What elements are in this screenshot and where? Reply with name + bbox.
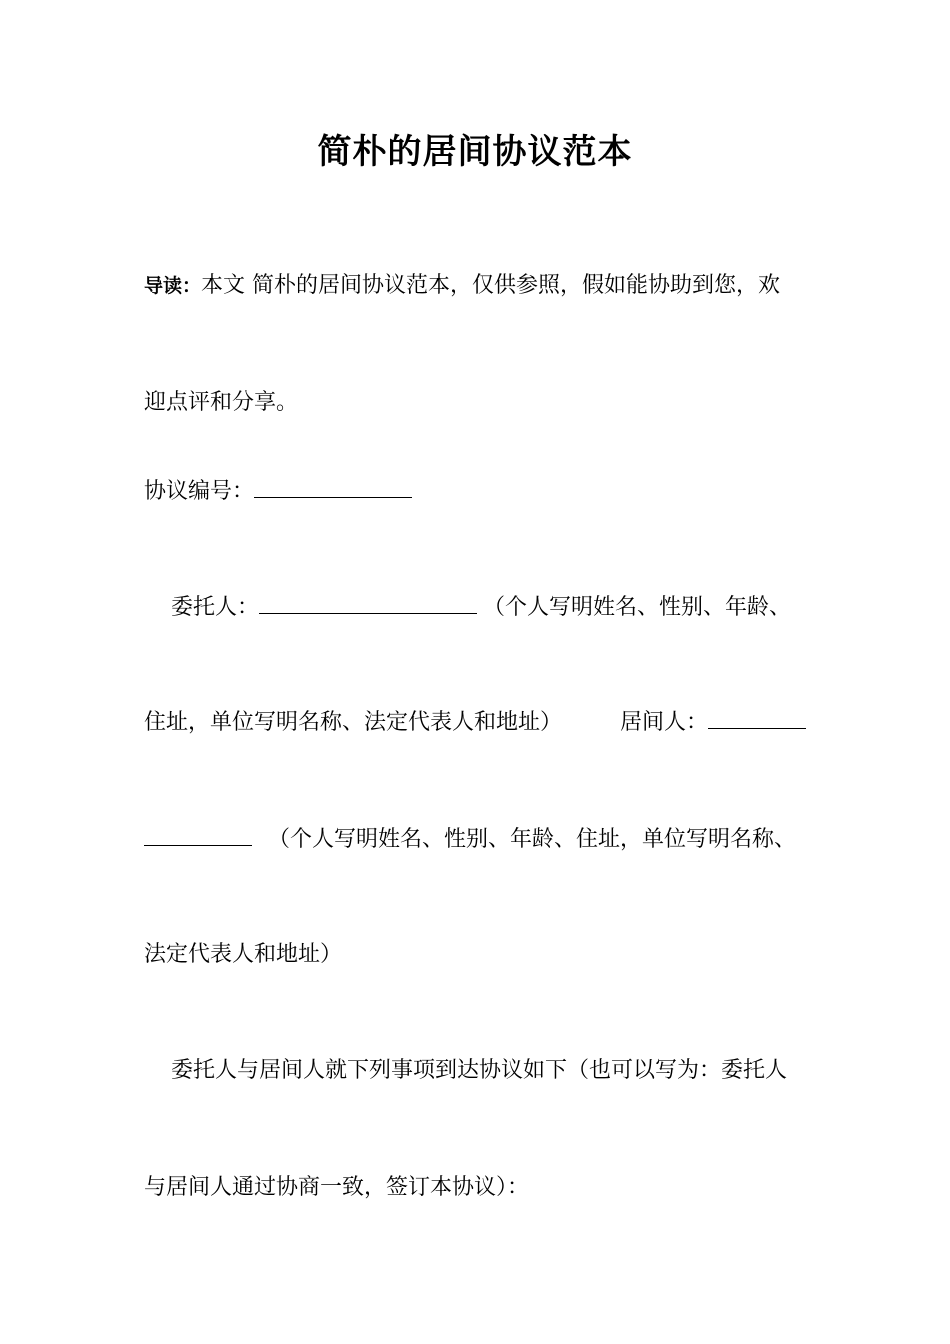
agreement-number-blank bbox=[254, 477, 412, 498]
document-title: 简朴的居间协议范本 bbox=[317, 132, 633, 172]
broker-note: （个人写明姓名、性别、年龄、住址，单位写明名称、 bbox=[268, 827, 797, 852]
client-label: 委托人： bbox=[171, 595, 260, 620]
broker-line bbox=[144, 824, 796, 856]
client-note-continued: 住址，单位写明名称、法定代表人和地址） bbox=[144, 710, 563, 735]
intro-line-2: 迎点评和分享。 bbox=[144, 390, 299, 415]
agreement-line-2: 与居间人通过协商一致，签订本协议）： bbox=[144, 1175, 530, 1200]
intro-text: 本文 简朴的居间协议范本，仅供参照，假如能协助到您，欢 bbox=[201, 273, 781, 298]
client-blank bbox=[259, 593, 477, 614]
broker-blank-1 bbox=[708, 708, 806, 729]
client-note-continued-line bbox=[144, 707, 806, 739]
client-note: （个人写明姓名、性别、年龄、 bbox=[483, 595, 792, 620]
broker-label: 居间人： bbox=[620, 710, 709, 735]
agreement-line-1: 委托人与居间人就下列事项到达协议如下（也可以写为：委托人 bbox=[171, 1058, 788, 1083]
intro-label: 导读： bbox=[144, 275, 202, 297]
broker-note-continued: 法定代表人和地址） bbox=[144, 942, 343, 967]
intro-line-1 bbox=[144, 270, 780, 302]
client-line bbox=[171, 592, 791, 624]
agreement-number-line bbox=[144, 476, 412, 508]
agreement-number-label: 协议编号： bbox=[144, 479, 255, 504]
broker-blank-2 bbox=[144, 825, 252, 846]
